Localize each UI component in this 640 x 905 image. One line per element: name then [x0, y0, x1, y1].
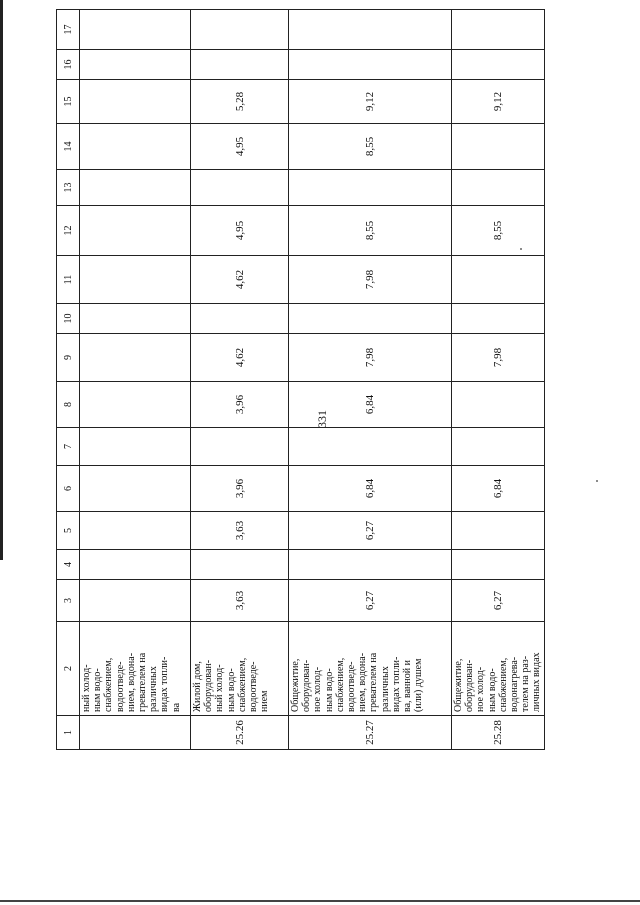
table-cell [80, 50, 191, 80]
norms-table [56, 9, 545, 750]
table-cell: 3,96 [191, 466, 289, 512]
table-cell: 5,28 [191, 80, 289, 124]
row-code: 25.27 [289, 716, 452, 750]
table-row [80, 10, 191, 750]
table-cell: 7,98 [289, 334, 452, 382]
row-description: Общежитие, оборудован- ное холод- ным водо- снабжением, водоотведе- нием, водона- гревателем на различных видах топли- ва, ванной и (или) душем [289, 622, 452, 716]
table-cell: 8,55 [289, 124, 452, 170]
table-cell [191, 10, 289, 50]
column-header: 6 [57, 466, 80, 512]
table-cell [80, 10, 191, 50]
column-header: 4 [57, 550, 80, 580]
table-cell [80, 80, 191, 124]
table-cell: 7,98 [289, 256, 452, 304]
table-cell [452, 170, 545, 206]
header-row [57, 10, 80, 750]
table-cell: 6,27 [452, 580, 545, 622]
scan-bottom-edge [0, 900, 640, 902]
column-header: 17 [57, 10, 80, 50]
table-cell [80, 512, 191, 550]
table-cell [452, 50, 545, 80]
table-cell: 6,84 [452, 466, 545, 512]
table-cell: 6,84 [289, 466, 452, 512]
row-code: 25.26 [191, 716, 289, 750]
column-header: 11 [57, 256, 80, 304]
column-header: 10 [57, 304, 80, 334]
table-cell: 8,55 [289, 206, 452, 256]
table-cell: 3,96 [191, 382, 289, 428]
table-cell [452, 512, 545, 550]
table-cell [452, 124, 545, 170]
table-cell [289, 304, 452, 334]
table-cell [452, 428, 545, 466]
table-row [191, 10, 289, 750]
table-cell: 7,98 [452, 334, 545, 382]
table-cell [80, 206, 191, 256]
table-cell [452, 256, 545, 304]
table-cell: 4,62 [191, 334, 289, 382]
row-description: Общежитие, оборудован- ное холод- ным водо- снабжением, водонагрева- телем на раз- личных видах [452, 622, 545, 716]
table-cell: 6,84 [289, 382, 452, 428]
table-cell [289, 50, 452, 80]
column-header: 16 [57, 50, 80, 80]
table-cell [80, 580, 191, 622]
column-header: 14 [57, 124, 80, 170]
column-header: 12 [57, 206, 80, 256]
table-cell: 6,27 [289, 580, 452, 622]
table-cell [289, 550, 452, 580]
table-cell: 3,63 [191, 580, 289, 622]
table-cell [80, 466, 191, 512]
column-header: 2 [57, 622, 80, 716]
norms-table-rotated [56, 24, 543, 750]
table-cell: 4,62 [191, 256, 289, 304]
table-cell [452, 10, 545, 50]
table-cell [289, 428, 452, 466]
row-code: 25.28 [452, 716, 545, 750]
row-description: Жилой дом, оборудован- ный холод- ным водо- снабжением, водоотведе- нием [191, 622, 289, 716]
row-description: ный холод- ным водо- снабжением, водоотведе- нием, водона- гревателем на различных видах топли- ва [80, 622, 191, 716]
table-cell [80, 550, 191, 580]
table-cell [80, 304, 191, 334]
table-cell [80, 256, 191, 304]
row-code [80, 716, 191, 750]
column-header: 9 [57, 334, 80, 382]
table-cell [80, 124, 191, 170]
table-cell [191, 550, 289, 580]
table-cell [80, 170, 191, 206]
table-cell [191, 50, 289, 80]
column-header: 8 [57, 382, 80, 428]
page-number: 331 [314, 410, 329, 428]
table-cell: 4,95 [191, 206, 289, 256]
table-cell: 9,12 [289, 80, 452, 124]
table-cell [452, 382, 545, 428]
table-cell: 9,12 [452, 80, 545, 124]
table-cell: 8,55 [452, 206, 545, 256]
norms-table-frame [56, 24, 543, 750]
scan-speck [596, 480, 598, 482]
table-cell: 3,63 [191, 512, 289, 550]
table-cell [191, 428, 289, 466]
table-cell [80, 382, 191, 428]
table-cell [191, 304, 289, 334]
table-cell [452, 304, 545, 334]
table-row [289, 10, 452, 750]
table-cell: 6,27 [289, 512, 452, 550]
column-header: 1 [57, 716, 80, 750]
column-header: 15 [57, 80, 80, 124]
table-row [452, 10, 545, 750]
table-cell [80, 334, 191, 382]
column-header: 13 [57, 170, 80, 206]
table-cell [80, 428, 191, 466]
table-cell [289, 170, 452, 206]
column-header: 5 [57, 512, 80, 550]
scan-left-edge [0, 0, 3, 560]
table-cell [191, 170, 289, 206]
table-cell [452, 550, 545, 580]
column-header: 7 [57, 428, 80, 466]
table-cell [289, 10, 452, 50]
table-cell: 4,95 [191, 124, 289, 170]
column-header: 3 [57, 580, 80, 622]
